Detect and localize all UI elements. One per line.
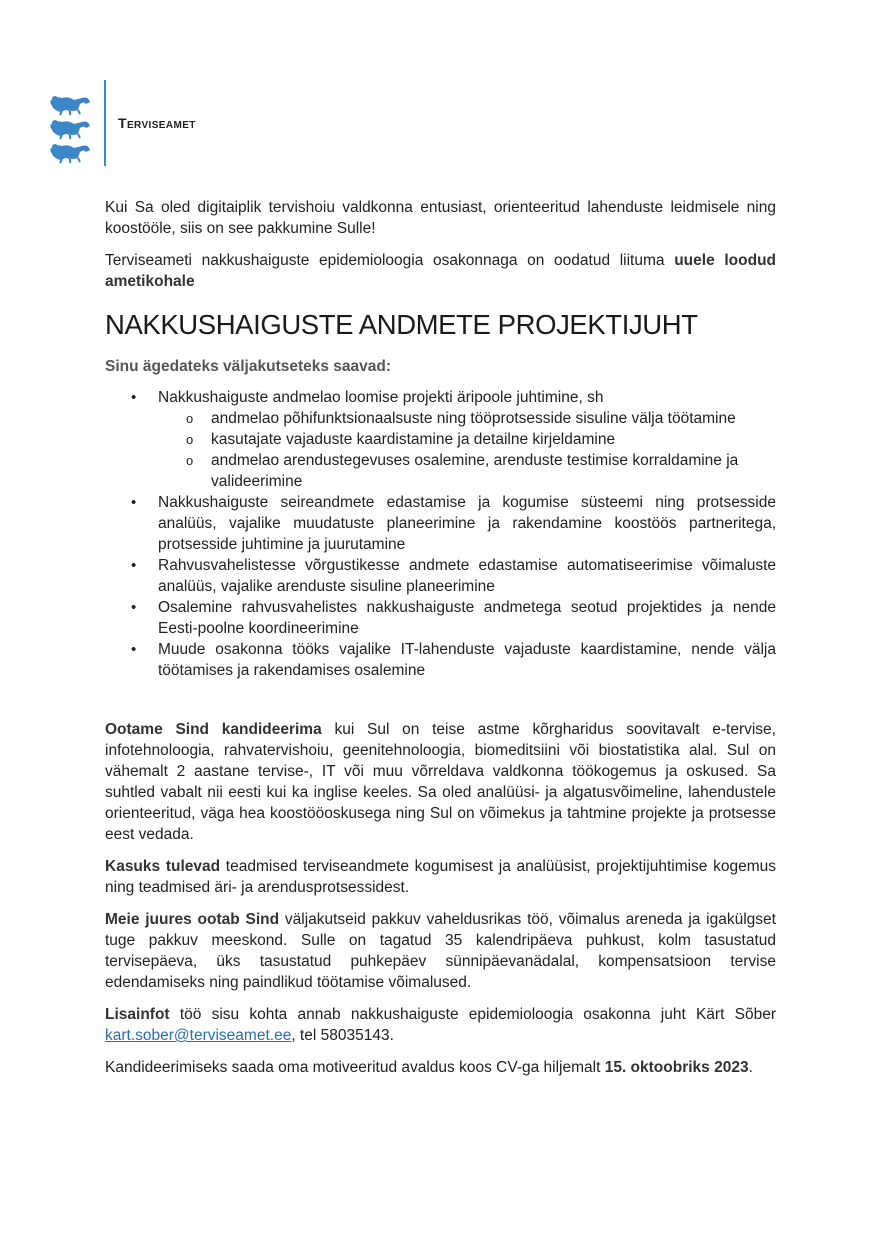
offer-text: väljakutseid pakkuv vaheldusrikas töö, võimalus areneda ja igakülgset tuge pakkuv meeskond. Sulle on tagatud 35 kalendripäeva puhkust, kolm tasustatud tervisepäeva, üks tasustatud puhkepäev sünnipäevanädalal, kompensatsioon tervise edendamiseks ning paindlikud töötamise võimalused. — [105, 911, 776, 991]
requirements-bold: Ootame Sind kandideerima — [105, 721, 322, 738]
apply-end: . — [748, 1059, 753, 1076]
advantages-bold: Kasuks tulevad — [105, 858, 221, 875]
list-item: o andmelao põhifunktsionaalsuste ning tööprotsesside sisuline välja töötamine — [158, 408, 776, 429]
requirements-text: kui Sul on teise astme kõrgharidus soovitavalt e-tervise, infotehnoloogia, rahvatervishoiu, geenitehnoloogia, biomeditsiini või biostatistika alal. Sul on vähemalt 2 aastane tervise-, IT või muu võrreldava valdkonna töökogemus ja oskused. Sa suhtled vabalt nii eesti kui ka inglise keeles. Sa oled analüüsi- ja algatusvõimeline, lahendustele orienteeritud, väga hea koostööoskusega ning Sul on võimekus ja tahtmine projekte ja protsesse eest vedada. — [105, 721, 776, 843]
org-name: Terviseamet — [118, 115, 196, 131]
advantages-text: teadmised terviseandmete kogumisest ja analüüsist, projektijuhtimise kogemus ning teadmised äri- ja arendusprotsessidest. — [105, 858, 776, 896]
list-item: • Nakkushaiguste seireandmete edastamise ja kogumise süsteemi ning protsesside analüüs, vajalike muudatuste planeerimine ja rakendamine koostöös partneritega, protsesside juhtimine ja juurutamine — [105, 492, 776, 555]
list-item: • Muude osakonna tööks vajalike IT-lahenduste vajaduste kaardistamine, nende välja töötamises ja rakendamises osalemine — [105, 639, 776, 681]
list-item: o andmelao arendustegevuses osalemine, arenduste testimise korraldamine ja valideerimine — [158, 450, 776, 492]
intro-position-bold: uuele loodud ametikohale — [105, 252, 777, 290]
contact-email-link[interactable]: kart.sober@terviseamet.ee — [105, 1027, 292, 1044]
list-item: o kasutajate vajaduste kaardistamine ja detailne kirjeldamine — [158, 429, 776, 450]
apply-text: Kandideerimiseks saada oma motiveeritud avaldus koos CV-ga hiljemalt — [105, 1059, 605, 1076]
task-text: Nakkushaiguste andmelao loomise projekti äripoole juhtimine, sh — [158, 389, 604, 406]
contact-paragraph — [105, 1004, 776, 1046]
logo-divider — [104, 80, 106, 166]
intro-position-text: Terviseameti nakkushaiguste epidemioloogia osakonnaga on oodatud liituma — [105, 252, 675, 269]
subtask-list — [158, 408, 776, 492]
contact-text: töö sisu kohta annab nakkushaiguste epidemioloogia osakonna juht Kärt Sõber — [169, 1006, 776, 1023]
intro-paragraph: Kui Sa oled digitaiplik tervishoiu valdkonna entusiast, orienteeritud lahenduste leidmisele ning koostööle, siis on see pakkumine Sulle! — [105, 199, 776, 237]
tasks-heading: Sinu ägedateks väljakutseteks saavad: — [105, 358, 392, 375]
intro-position-paragraph — [105, 250, 776, 292]
estonian-coat-of-arms-logo-icon — [48, 92, 92, 164]
offer-bold: Meie juures ootab Sind — [105, 911, 280, 928]
list-item — [105, 387, 776, 492]
job-title: NAKKUSHAIGUSTE ANDMETE PROJEKTIJUHT — [105, 309, 698, 340]
list-item: • Osalemine rahvusvahelistes nakkushaiguste andmetega seotud projektides ja nende Eesti-poolne koordineerimine — [105, 597, 776, 639]
tasks-list — [105, 387, 776, 681]
contact-phone: , tel 58035143. — [291, 1027, 394, 1044]
list-item: • Rahvusvahelistesse võrgustikesse andmete edastamise automatiseerimise võimaluste analüüs, vajalike arenduste sisuline planeerimine — [105, 555, 776, 597]
contact-bold: Lisainfot — [105, 1006, 170, 1023]
advantages-paragraph — [105, 856, 776, 898]
job-posting — [105, 197, 776, 1089]
apply-deadline: 15. oktoobriks 2023 — [604, 1059, 749, 1076]
requirements-paragraph — [105, 719, 776, 845]
apply-paragraph — [105, 1057, 776, 1078]
offer-paragraph — [105, 909, 776, 993]
